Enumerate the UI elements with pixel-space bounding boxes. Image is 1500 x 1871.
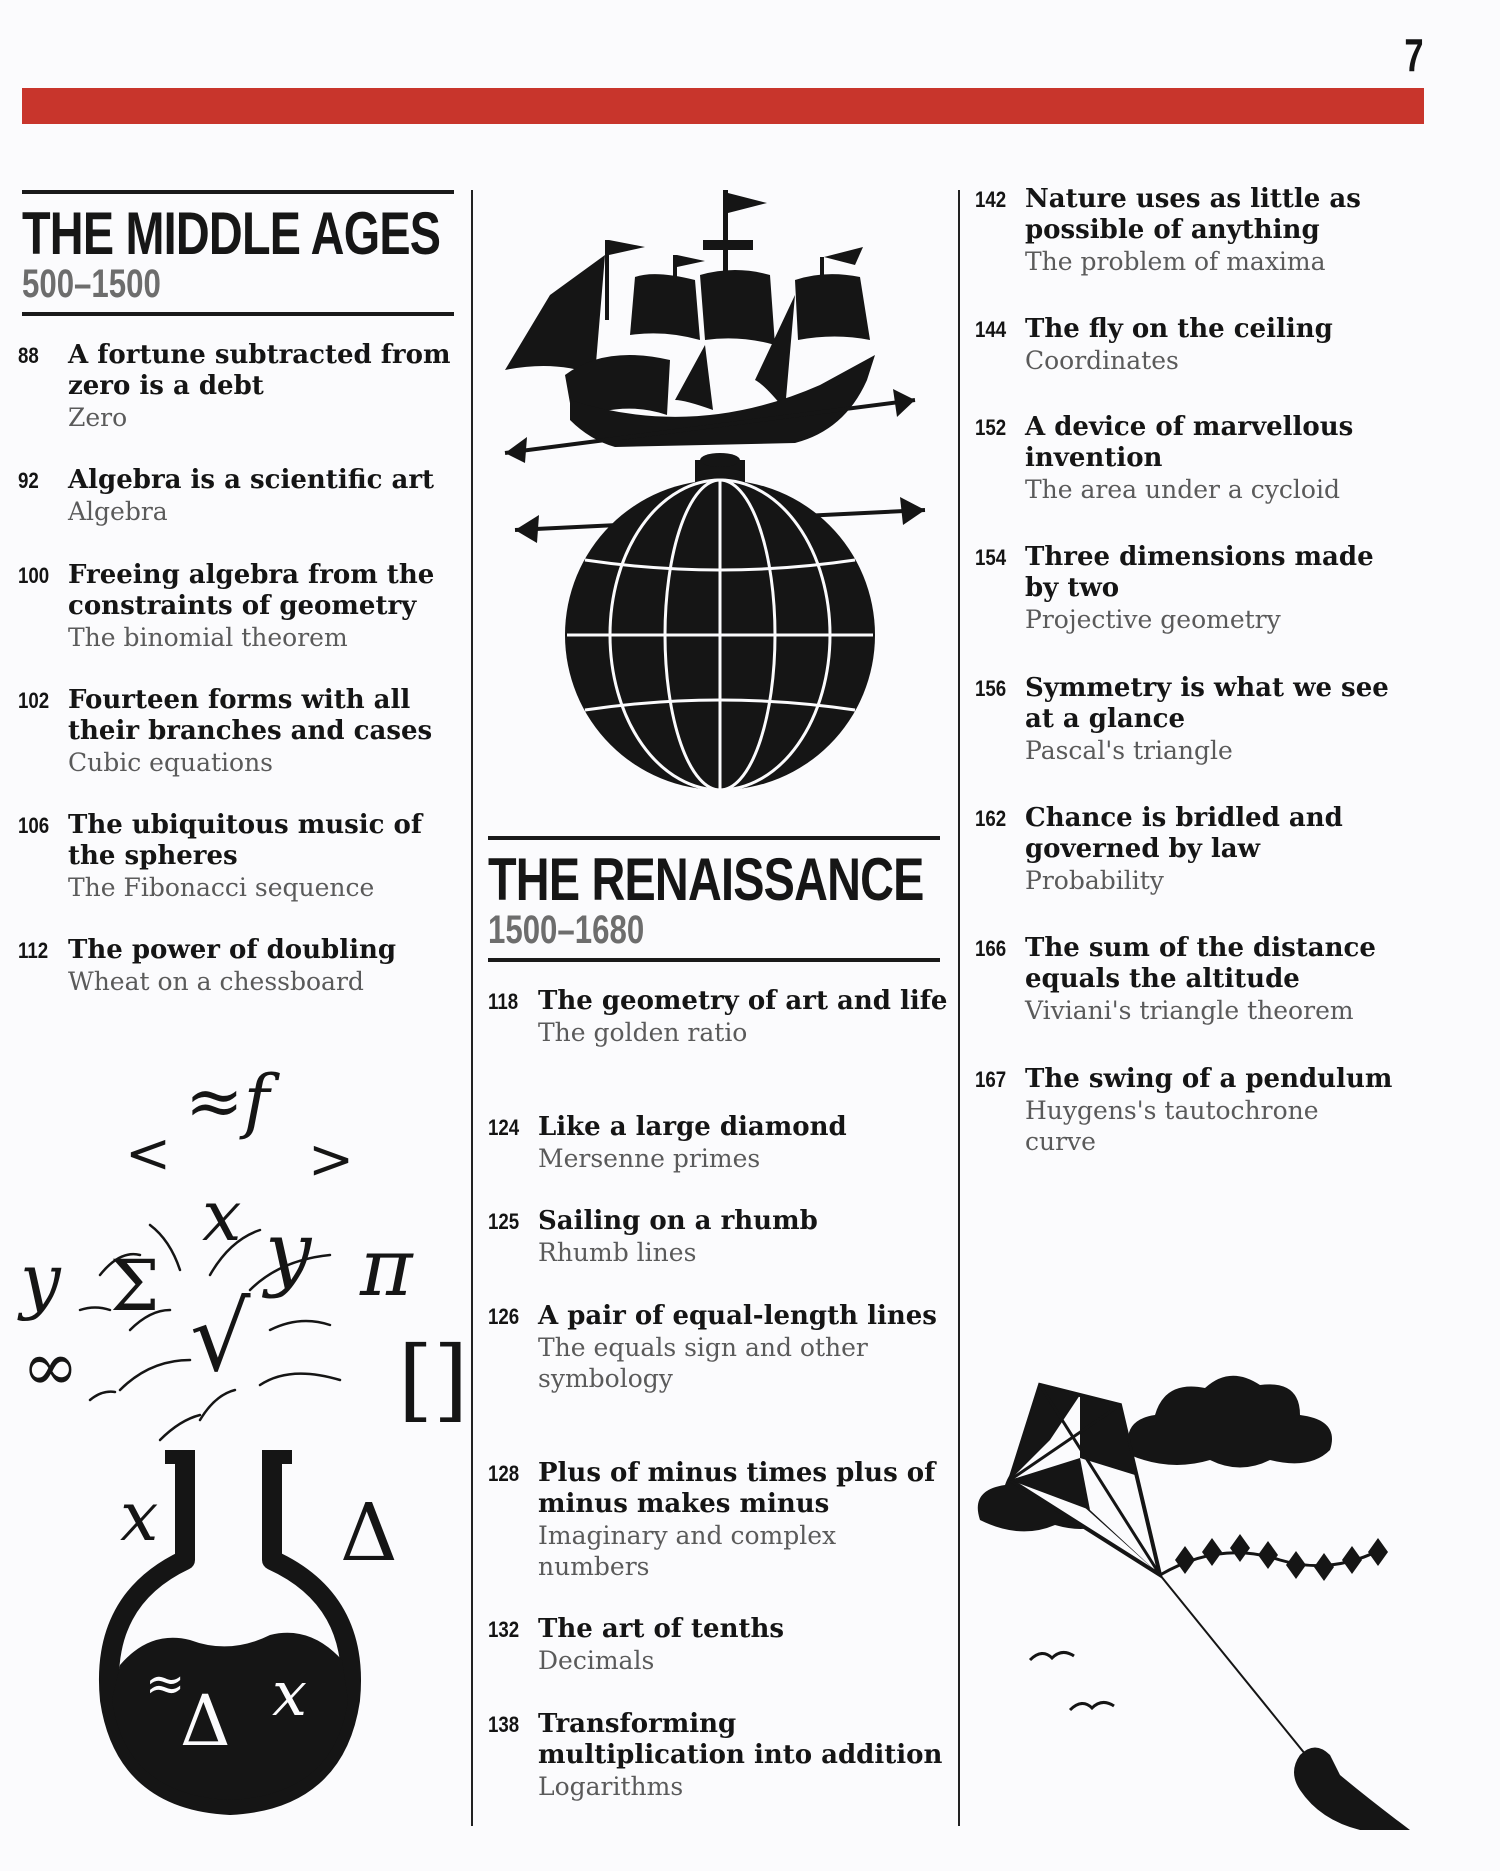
- entry-page-number: 162: [975, 806, 1007, 831]
- contents-entry[interactable]: [975, 314, 1395, 412]
- birds-icon: [1030, 1652, 1114, 1710]
- section-years: 1500–1680: [488, 908, 645, 952]
- section-title: THE MIDDLE AGES: [22, 200, 441, 267]
- entry-page-number: 106: [18, 813, 50, 838]
- entry-page-number: 124: [488, 1115, 520, 1140]
- entry-page-number: 138: [488, 1712, 520, 1737]
- entry-title: Nature uses as little as possible of anything: [1025, 184, 1361, 245]
- contents-entry[interactable]: [975, 803, 1395, 933]
- entry-page-number: 102: [18, 688, 50, 713]
- entry-subtitle: Rhumb lines: [538, 1238, 697, 1267]
- contents-entry[interactable]: [975, 933, 1395, 1064]
- contents-entry[interactable]: [975, 673, 1395, 803]
- contents-entry[interactable]: [975, 542, 1395, 673]
- entry-subtitle: Cubic equations: [68, 748, 274, 777]
- symbol-sigma: Σ: [110, 1245, 160, 1327]
- contents-entry[interactable]: [488, 1112, 948, 1206]
- section-top-rule: [22, 190, 454, 194]
- symbol-approx-f: ≈f: [185, 1060, 270, 1142]
- entry-page-number: 142: [975, 187, 1007, 212]
- symbol-sqrt: √: [190, 1283, 251, 1393]
- kite-illustration: [970, 1360, 1430, 1830]
- entry-subtitle: Projective geometry: [1025, 605, 1281, 634]
- symbol-y-right: y: [265, 1205, 312, 1300]
- entry-title: Like a large diamond: [538, 1112, 847, 1142]
- header-accent-bar: [22, 88, 1424, 124]
- section-years: 500–1500: [22, 262, 161, 306]
- entry-title: Plus of minus times plus of minus makes minus: [538, 1458, 936, 1519]
- entry-title: Three dimensions made by two: [1025, 542, 1374, 603]
- contents-entry[interactable]: [488, 1458, 948, 1614]
- symbol-brackets: []: [398, 1327, 469, 1432]
- entry-title: The fly on the ceiling: [1025, 314, 1333, 344]
- symbol-x-left: x: [120, 1478, 159, 1557]
- entry-page-number: 128: [488, 1461, 520, 1486]
- entry-title: Fourteen forms with all their branches and cases: [68, 685, 433, 746]
- entry-title: Transforming multiplication into addition: [538, 1709, 943, 1770]
- entry-page-number: 154: [975, 545, 1007, 570]
- entry-subtitle: The binomial theorem: [68, 623, 348, 652]
- ship-globe-illustration: [495, 185, 935, 745]
- symbol-x-inner: x: [272, 1657, 307, 1730]
- entry-subtitle: The area under a cycloid: [1025, 475, 1340, 504]
- entry-page-number: 100: [18, 563, 50, 588]
- contents-entry[interactable]: [975, 412, 1395, 542]
- entry-subtitle: Imaginary and complex numbers: [538, 1521, 837, 1581]
- hand-icon: [1294, 1748, 1410, 1831]
- entry-title: The swing of a pendulum: [1025, 1064, 1393, 1094]
- entry-title: Chance is bridled and governed by law: [1025, 803, 1343, 864]
- contents-entry[interactable]: [488, 986, 948, 1112]
- symbol-x-top: x: [202, 1175, 242, 1257]
- symbol-delta-inner: Δ: [180, 1680, 231, 1762]
- entry-subtitle: Wheat on a chessboard: [68, 967, 364, 996]
- entry-subtitle: Probability: [1025, 866, 1164, 895]
- entry-subtitle: Zero: [68, 403, 128, 432]
- entry-title: A pair of equal-length lines: [538, 1301, 937, 1331]
- entry-page-number: 112: [18, 938, 49, 963]
- contents-entry[interactable]: [488, 1709, 948, 1839]
- contents-entry[interactable]: [488, 1301, 948, 1458]
- contents-list-middle-ages: [18, 340, 458, 1030]
- entry-subtitle: Huygens's tautochrone curve: [1025, 1096, 1319, 1156]
- contents-list-renaissance: [488, 986, 948, 1839]
- entry-page-number: 144: [975, 317, 1007, 342]
- contents-entry[interactable]: [975, 1064, 1395, 1224]
- contents-entry[interactable]: [975, 184, 1395, 314]
- entry-title: The sum of the distance equals the altitude: [1025, 933, 1376, 994]
- contents-entry[interactable]: [18, 465, 458, 560]
- symbol-approx-inner: ≈: [145, 1656, 186, 1712]
- entry-page-number: 88: [18, 343, 39, 368]
- entry-subtitle: The golden ratio: [538, 1018, 748, 1047]
- contents-entry[interactable]: [18, 340, 458, 465]
- entry-subtitle: Mersenne primes: [538, 1144, 761, 1173]
- contents-list-renaissance-continued: [975, 184, 1395, 1224]
- entry-subtitle: Coordinates: [1025, 346, 1179, 375]
- section-bottom-rule: [488, 958, 940, 962]
- entry-page-number: 126: [488, 1304, 520, 1329]
- entry-title: Freeing algebra from the constraints of geometry: [68, 560, 435, 621]
- globe-icon: [565, 453, 875, 790]
- entry-title: The ubiquitous music of the spheres: [68, 810, 423, 871]
- section-title: THE RENAISSANCE: [488, 846, 924, 913]
- entry-page-number: 125: [488, 1209, 520, 1234]
- entry-subtitle: Algebra: [68, 497, 168, 526]
- contents-entry[interactable]: [18, 560, 458, 685]
- entry-page-number: 167: [975, 1067, 1007, 1092]
- entry-page-number: 152: [975, 415, 1007, 440]
- entry-title: The power of doubling: [68, 935, 397, 965]
- symbol-delta: Δ: [340, 1486, 398, 1579]
- kite-icon: [1010, 1385, 1160, 1575]
- section-top-rule: [488, 836, 940, 840]
- flask-symbols-illustration: [10, 1060, 469, 1850]
- column-divider-right: [958, 190, 960, 1826]
- contents-entry[interactable]: [18, 810, 458, 935]
- contents-entry[interactable]: [488, 1614, 948, 1709]
- entry-title: A fortune subtracted from zero is a debt: [68, 340, 451, 401]
- entry-subtitle: The problem of maxima: [1025, 247, 1326, 276]
- entry-subtitle: The Fibonacci sequence: [68, 873, 375, 902]
- entry-subtitle: Viviani's triangle theorem: [1025, 996, 1354, 1025]
- entry-title: Symmetry is what we see at a glance: [1025, 673, 1389, 734]
- entry-page-number: 132: [488, 1617, 520, 1642]
- entry-title: Algebra is a scientific art: [68, 465, 435, 495]
- kite-tail-icon: [1160, 1534, 1388, 1581]
- symbol-infinity: ∞: [22, 1328, 79, 1407]
- entry-page-number: 118: [488, 989, 519, 1014]
- symbol-less-than: <: [125, 1121, 172, 1185]
- entry-page-number: 166: [975, 936, 1007, 961]
- page-number: 7: [1404, 29, 1424, 81]
- entry-title: The geometry of art and life: [538, 986, 948, 1016]
- symbol-greater-than: >: [308, 1127, 355, 1191]
- contents-entry[interactable]: [18, 935, 458, 1030]
- entry-title: The art of tenths: [538, 1614, 785, 1644]
- symbol-y-left: y: [20, 1238, 61, 1322]
- entry-page-number: 156: [975, 676, 1007, 701]
- section-bottom-rule: [22, 312, 454, 316]
- entry-page-number: 92: [18, 468, 39, 493]
- entry-subtitle: The equals sign and other symbology: [538, 1333, 868, 1393]
- entry-subtitle: Logarithms: [538, 1772, 684, 1801]
- contents-entry[interactable]: [488, 1206, 948, 1301]
- entry-title: A device of marvellous invention: [1025, 412, 1354, 473]
- contents-entry[interactable]: [18, 685, 458, 810]
- entry-subtitle: Pascal's triangle: [1025, 736, 1233, 765]
- symbol-pi: π: [360, 1221, 413, 1314]
- entry-title: Sailing on a rhumb: [538, 1206, 818, 1236]
- ship-icon: [505, 190, 875, 447]
- column-divider-left: [471, 190, 473, 1826]
- entry-subtitle: Decimals: [538, 1646, 655, 1675]
